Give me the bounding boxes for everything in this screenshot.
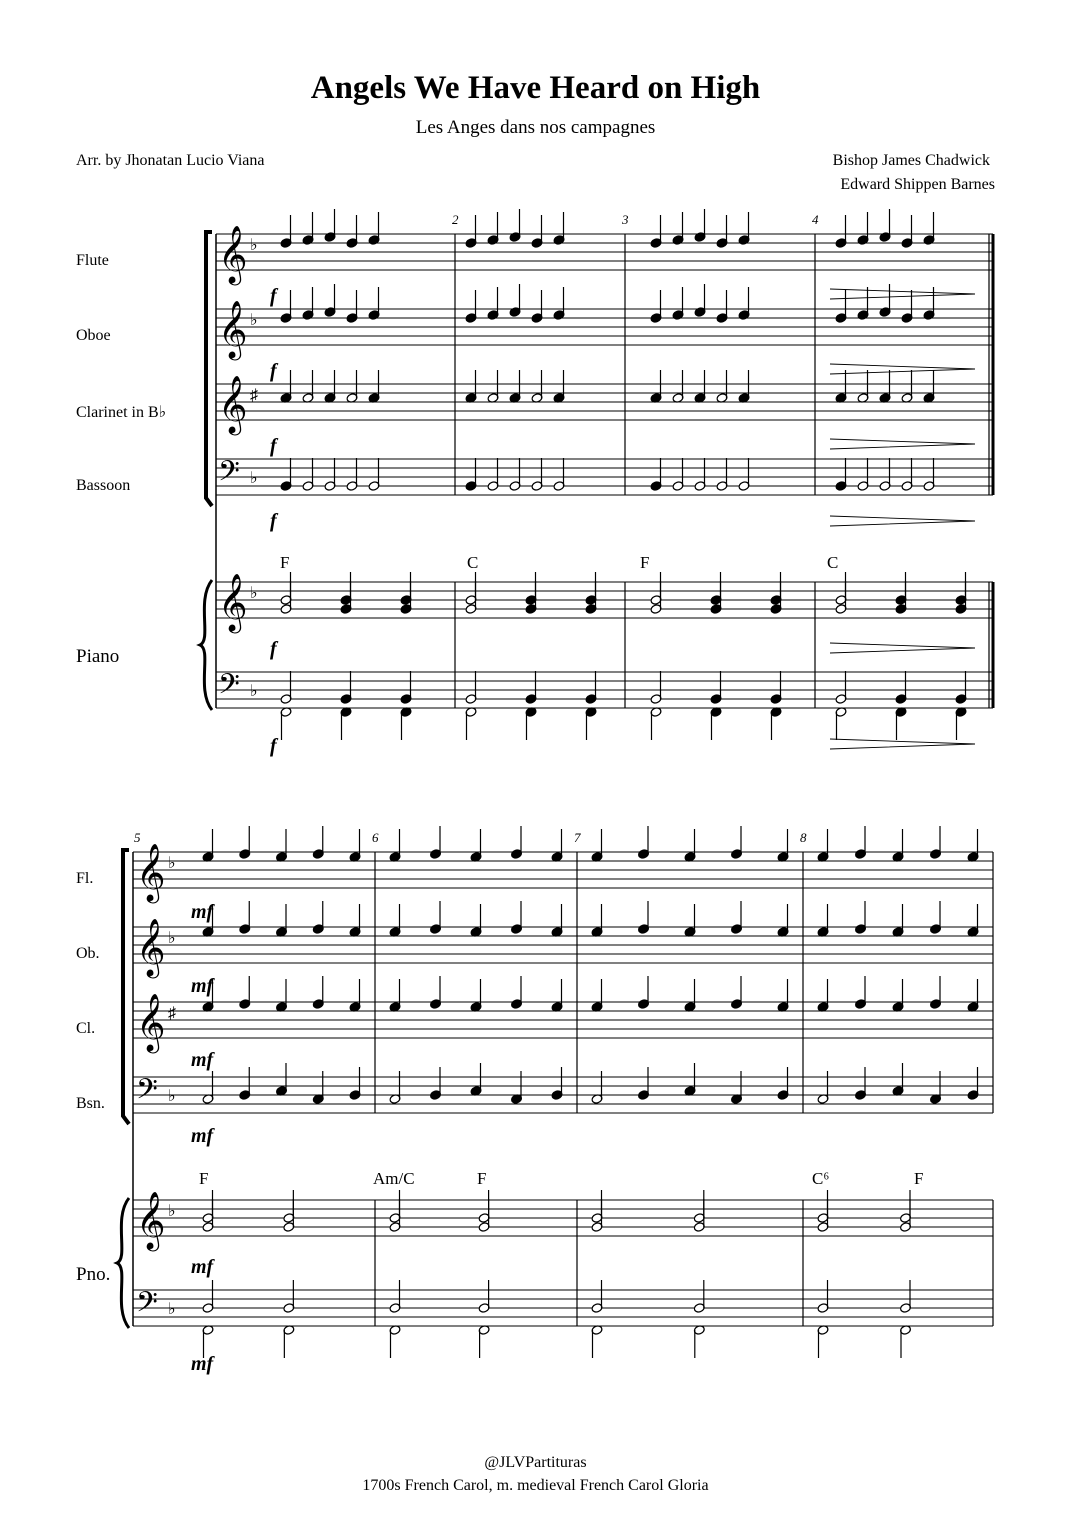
page-title: Angels We Have Heard on High xyxy=(310,70,761,106)
dynamic-marking: mf xyxy=(191,1125,214,1147)
measure-number: 2 xyxy=(452,212,459,227)
diminuendo-hairpin xyxy=(830,364,975,374)
staff xyxy=(133,927,993,963)
staff xyxy=(216,582,993,618)
dynamic-marking: f xyxy=(270,285,277,307)
measure-number: 7 xyxy=(574,830,581,845)
chord-symbol: C xyxy=(467,553,479,572)
bass-clef: 𝄢 xyxy=(136,1288,158,1325)
chord-symbol: F xyxy=(640,553,650,572)
lyricist-credit: Bishop James Chadwick xyxy=(832,152,990,169)
measure-number: 4 xyxy=(812,212,819,227)
chord-symbol: C⁶ xyxy=(812,1169,830,1188)
measure-number: 6 xyxy=(372,830,379,845)
chord-symbol: F xyxy=(199,1169,209,1188)
treble-clef: 𝄞 xyxy=(136,919,166,975)
instrument-name-flute: Flute xyxy=(76,252,109,269)
dynamic-marking: mf xyxy=(191,901,214,923)
instrument-abbr-clarinet: Cl. xyxy=(76,1020,96,1037)
treble-clef: 𝄞 xyxy=(218,226,248,282)
staff xyxy=(133,852,993,888)
dynamic-marking: mf xyxy=(191,1256,214,1278)
instrument-bracket xyxy=(206,232,212,506)
page-subtitle: Les Anges dans nos campagnes xyxy=(415,117,656,138)
dynamic-marking: mf xyxy=(191,1049,214,1071)
flat-key-signature: ♭ xyxy=(168,930,176,947)
dynamic-marking: f xyxy=(270,510,277,532)
flat-key-signature: ♭ xyxy=(250,312,258,329)
piano-brace xyxy=(117,1198,129,1328)
bass-clef: 𝄢 xyxy=(218,457,240,494)
chord-symbol: F xyxy=(477,1169,487,1188)
composer-credit: Edward Shippen Barnes xyxy=(840,176,995,193)
chord-symbol: F xyxy=(280,553,290,572)
staff xyxy=(133,1002,993,1038)
treble-clef: 𝄞 xyxy=(136,1192,166,1248)
staff xyxy=(216,384,993,420)
footer-handle: @JLVPartituras xyxy=(484,1454,587,1471)
dynamic-marking: f xyxy=(270,735,277,757)
instrument-name-clarinet: Clarinet in B♭ xyxy=(76,404,167,421)
measure-number: 8 xyxy=(800,830,807,845)
diminuendo-hairpin xyxy=(830,739,975,749)
treble-clef: 𝄞 xyxy=(136,844,166,900)
dynamic-marking: mf xyxy=(191,975,214,997)
instrument-name-piano: Piano xyxy=(76,646,120,667)
treble-clef: 𝄞 xyxy=(218,301,248,357)
chord-symbol: C xyxy=(827,553,839,572)
flat-key-signature: ♭ xyxy=(250,683,258,700)
flat-key-signature: ♭ xyxy=(168,1203,176,1220)
treble-clef: 𝄞 xyxy=(218,574,248,630)
instrument-name-oboe: Oboe xyxy=(76,327,111,344)
bass-clef: 𝄢 xyxy=(136,1075,158,1112)
footer-source: 1700s French Carol, m. medieval French Carol Gloria xyxy=(362,1477,709,1494)
chord-symbol: F xyxy=(914,1169,924,1188)
flat-key-signature: ♭ xyxy=(168,1088,176,1105)
flat-key-signature: ♭ xyxy=(168,855,176,872)
sharp-key-signature: ♯ xyxy=(168,1005,176,1022)
flat-key-signature: ♭ xyxy=(168,1301,176,1318)
instrument-name-bassoon: Bassoon xyxy=(76,477,131,494)
bass-clef: 𝄢 xyxy=(218,670,240,707)
piano-brace xyxy=(200,580,212,710)
diminuendo-hairpin xyxy=(830,643,975,653)
staff xyxy=(133,1200,993,1236)
diminuendo-hairpin xyxy=(830,289,975,299)
flat-key-signature: ♭ xyxy=(250,237,258,254)
chord-symbol: Am/C xyxy=(373,1169,415,1188)
dynamic-marking: f xyxy=(270,435,277,457)
instrument-abbr-bassoon: Bsn. xyxy=(76,1095,105,1112)
diminuendo-hairpin xyxy=(830,516,975,526)
flat-key-signature: ♭ xyxy=(250,585,258,602)
staff xyxy=(216,672,993,708)
measure-number: 5 xyxy=(134,830,141,845)
instrument-abbr-flute: Fl. xyxy=(76,870,94,887)
measure-number: 3 xyxy=(622,212,629,227)
treble-clef: 𝄞 xyxy=(136,994,166,1050)
dynamic-marking: f xyxy=(270,360,277,382)
flat-key-signature: ♭ xyxy=(250,470,258,487)
treble-clef: 𝄞 xyxy=(218,376,248,432)
dynamic-marking: mf xyxy=(191,1353,214,1375)
sharp-key-signature: ♯ xyxy=(250,387,258,404)
dynamic-marking: f xyxy=(270,638,277,660)
arranger-credit: Arr. by Jhonatan Lucio Viana xyxy=(76,152,265,169)
diminuendo-hairpin xyxy=(830,439,975,449)
instrument-abbr-oboe: Ob. xyxy=(76,945,100,962)
instrument-abbr-piano: Pno. xyxy=(76,1264,111,1285)
staff xyxy=(133,1290,993,1326)
instrument-bracket xyxy=(123,850,129,1124)
